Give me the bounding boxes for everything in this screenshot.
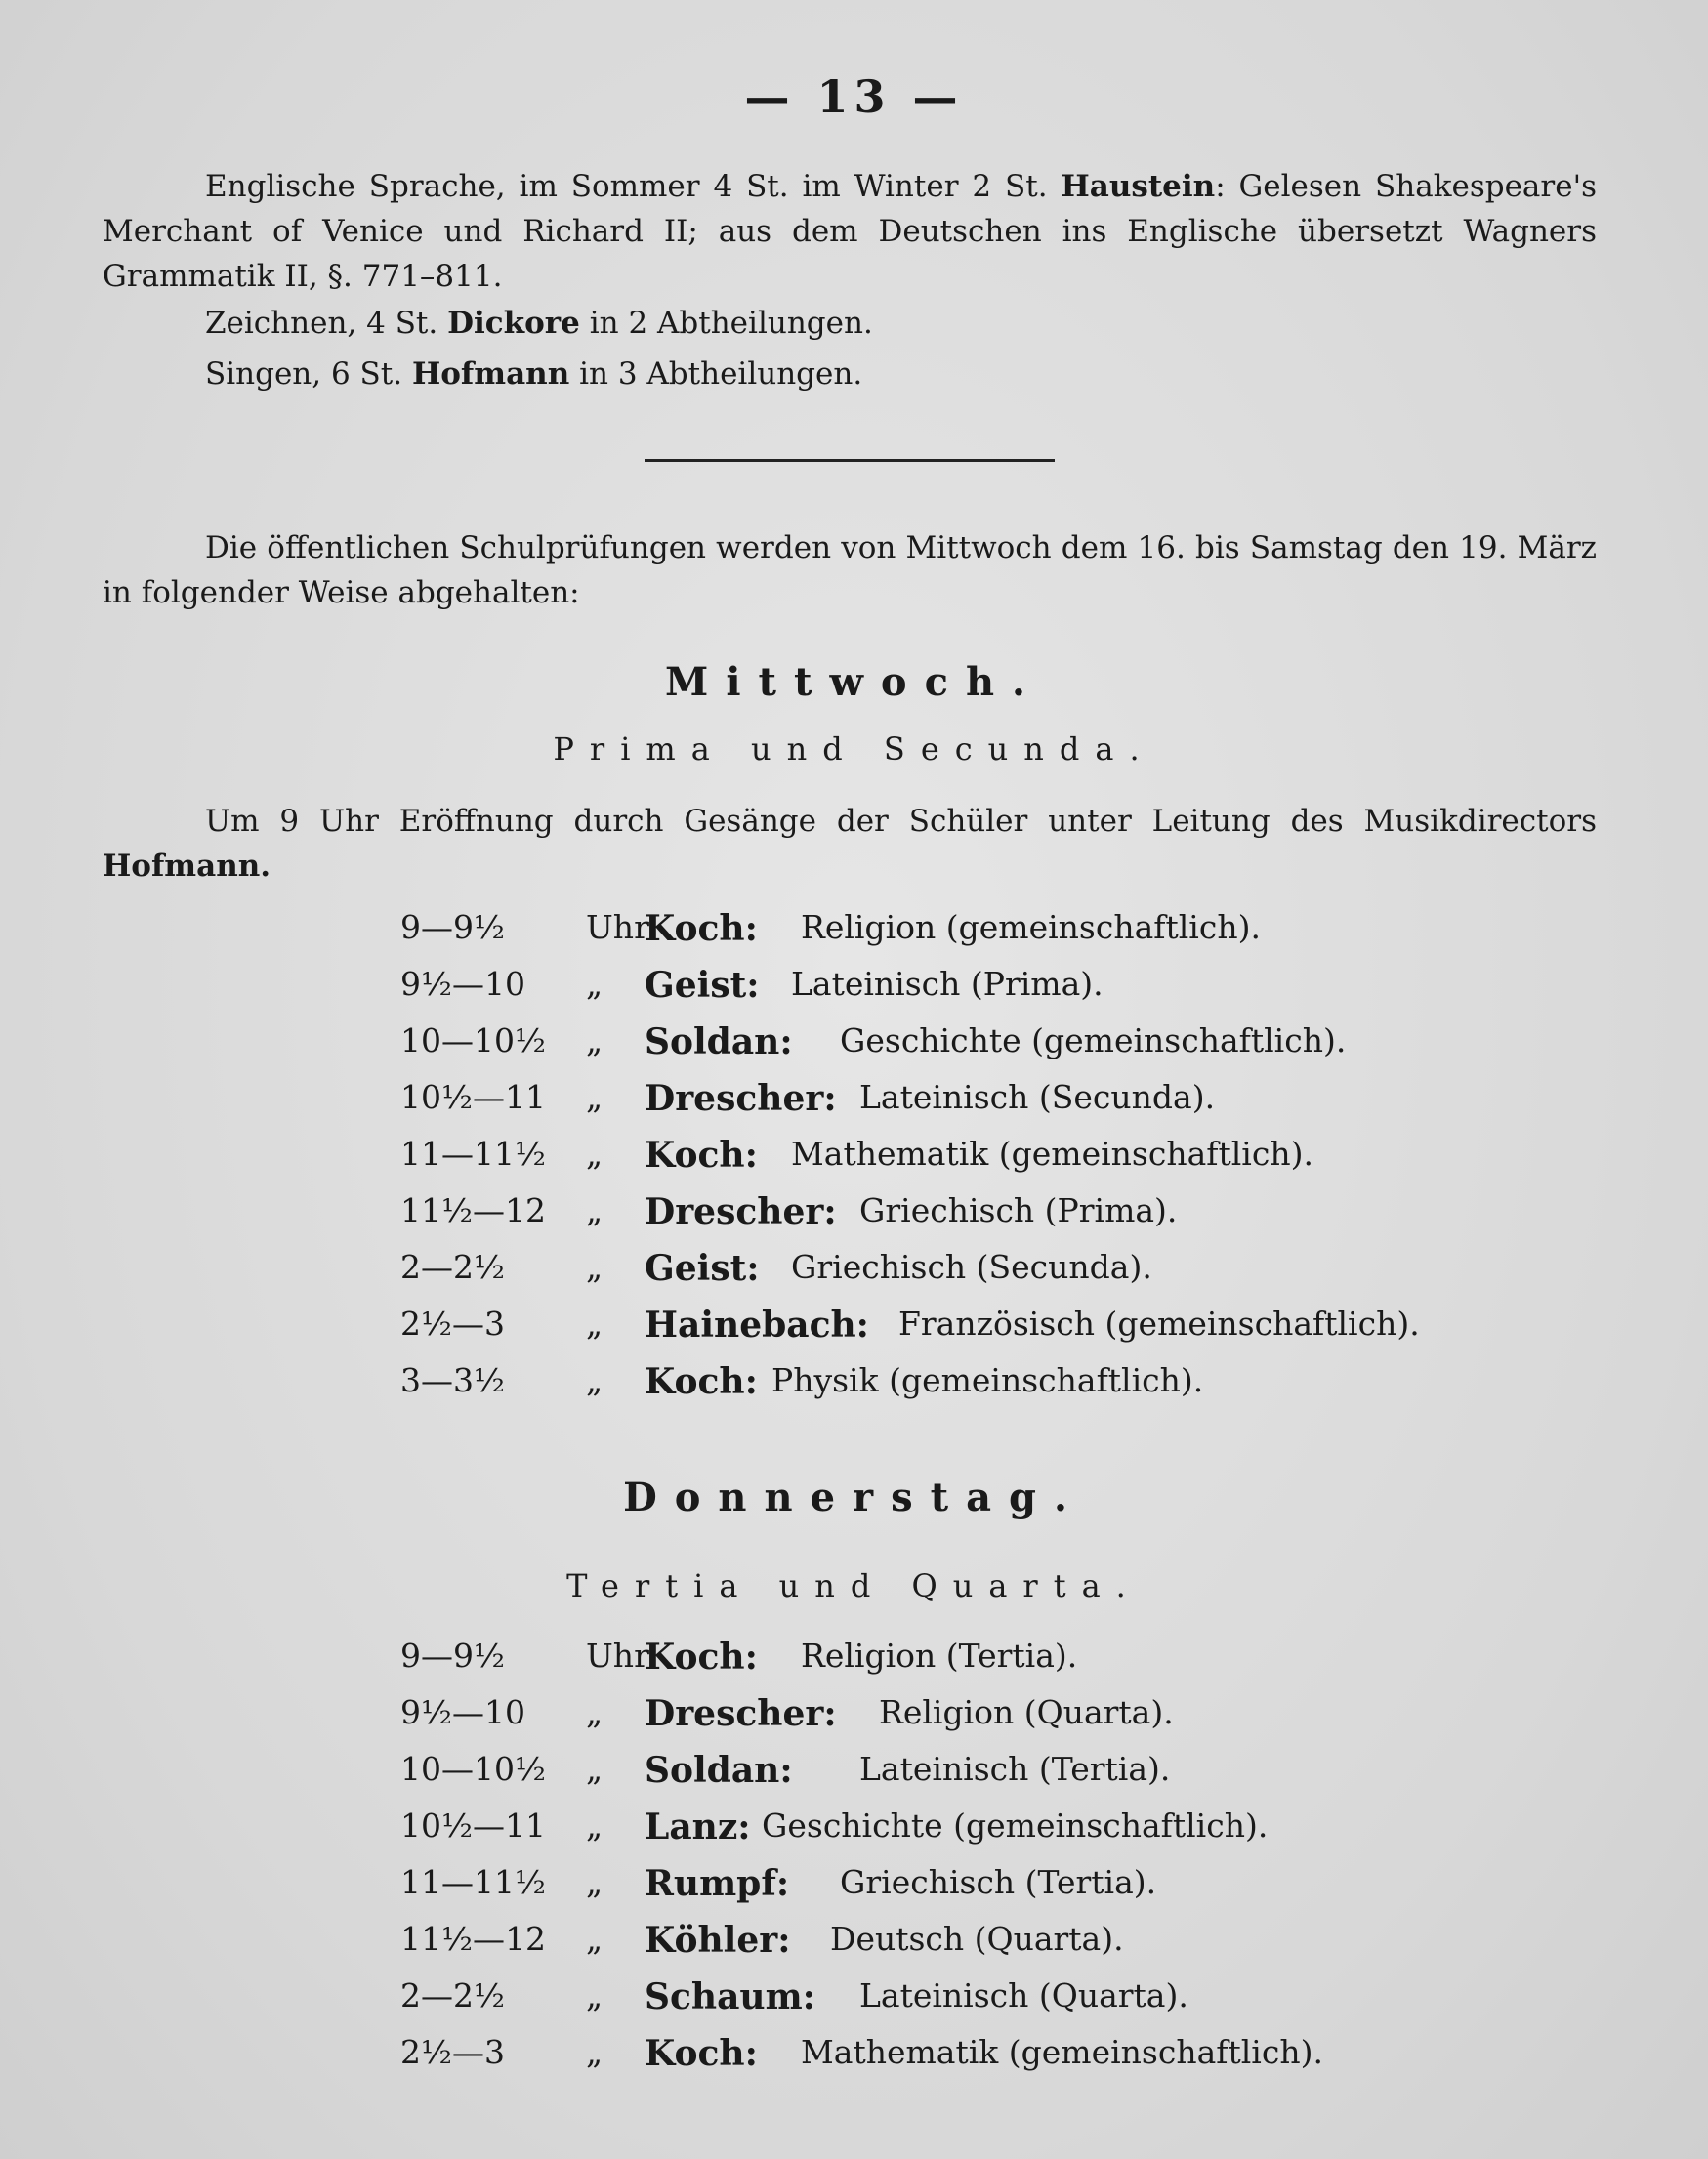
row-teacher: Soldan: <box>645 1021 793 1062</box>
row-unit: „ <box>586 1920 604 1958</box>
row-time: 2—2½ <box>400 1976 505 2014</box>
row-subject: Mathematik (gemeinschaftlich). <box>791 1135 1313 1173</box>
row-unit: „ <box>586 1021 604 1059</box>
row-subject: Lateinisch (Secunda). <box>859 1078 1216 1116</box>
row-time: 3—3½ <box>400 1361 505 1399</box>
row-teacher: Geist: <box>645 965 760 1006</box>
row-unit: „ <box>586 965 604 1003</box>
row-unit: „ <box>586 1361 604 1399</box>
row-subject: Religion (Tertia). <box>801 1637 1078 1675</box>
row-teacher: Drescher: <box>645 1693 837 1734</box>
opening-text: Um 9 Uhr Eröffnung durch Gesänge der Schüler unter Leitung des Musikdirectors <box>205 804 1597 839</box>
row-unit: „ <box>586 1248 604 1286</box>
row-subject: Geschichte (gemeinschaftlich). <box>762 1806 1269 1845</box>
row-time: 10—10½ <box>400 1750 546 1788</box>
singing-teacher: Hofmann <box>411 356 570 392</box>
row-subject: Religion (Quarta). <box>879 1693 1174 1731</box>
row-unit: „ <box>586 1078 604 1116</box>
row-subject: Griechisch (Tertia). <box>840 1863 1157 1901</box>
row-subject: Französisch (gemeinschaftlich). <box>898 1305 1420 1343</box>
row-time: 10½—11 <box>400 1078 546 1116</box>
row-teacher: Koch: <box>645 2033 758 2074</box>
row-teacher: Koch: <box>645 1135 758 1176</box>
row-subject: Griechisch (Prima). <box>859 1191 1178 1229</box>
english-teacher: Haustein <box>1061 169 1216 204</box>
drawing-line <box>205 301 873 346</box>
singing-label: Singen, 6 St. <box>205 356 403 392</box>
opening-paragraph <box>103 799 1597 889</box>
row-time: 10—10½ <box>400 1021 546 1059</box>
row-teacher: Koch: <box>645 908 758 949</box>
singing-line <box>205 352 862 396</box>
exams-intro-text: Die öffentlichen Schulprüfungen werden von Mittwoch dem 16. bis Samstag den 19. März in folgender Weise abgehalten: <box>103 530 1597 610</box>
row-subject: Griechisch (Secunda). <box>791 1248 1152 1286</box>
row-time: 11½—12 <box>400 1191 546 1229</box>
divider <box>645 459 1055 462</box>
row-subject: Religion (gemeinschaftlich). <box>801 908 1261 946</box>
row-unit: „ <box>586 1305 604 1343</box>
row-subject: Mathematik (gemeinschaftlich). <box>801 2033 1323 2071</box>
row-subject: Physik (gemeinschaftlich). <box>771 1361 1204 1399</box>
row-time: 2½—3 <box>400 1305 505 1343</box>
row-time: 10½—11 <box>400 1806 546 1845</box>
exams-intro <box>103 525 1597 615</box>
thursday-heading: Donnerstag. <box>623 1474 1085 1520</box>
row-subject: Lateinisch (Quarta). <box>859 1976 1188 2014</box>
row-teacher: Köhler: <box>645 1920 791 1961</box>
row-unit: „ <box>586 1976 604 2014</box>
row-time: 9½—10 <box>400 1693 525 1731</box>
wednesday-heading: Mittwoch. <box>665 659 1043 705</box>
row-unit: „ <box>586 1806 604 1845</box>
row-time: 11½—12 <box>400 1920 546 1958</box>
row-teacher: Drescher: <box>645 1078 837 1119</box>
english-label: Englische Sprache, im Sommer 4 St. im Winter 2 St. <box>205 169 1048 204</box>
row-time: 2—2½ <box>400 1248 505 1286</box>
row-time: 11—11½ <box>400 1863 546 1901</box>
row-unit: Uhr <box>586 1637 649 1675</box>
row-teacher: Drescher: <box>645 1191 837 1232</box>
row-unit: „ <box>586 1191 604 1229</box>
row-time: 9—9½ <box>400 1637 505 1675</box>
row-teacher: Geist: <box>645 1248 760 1289</box>
row-subject: Geschichte (gemeinschaftlich). <box>840 1021 1347 1059</box>
row-teacher: Koch: <box>645 1361 758 1402</box>
row-unit: „ <box>586 1750 604 1788</box>
row-teacher: Hainebach: <box>645 1305 869 1346</box>
row-teacher: Soldan: <box>645 1750 793 1791</box>
english-paragraph <box>103 164 1597 299</box>
drawing-rest: in 2 Abtheilungen. <box>589 306 873 341</box>
thursday-classes: Tertia und Quarta. <box>566 1567 1142 1604</box>
row-time: 11—11½ <box>400 1135 546 1173</box>
row-teacher: Lanz: <box>645 1806 751 1848</box>
row-teacher: Schaum: <box>645 1976 815 2017</box>
row-unit: „ <box>586 1135 604 1173</box>
english-rest: : Gelesen Shakespeare's Merchant of Venice und Richard II; aus dem Deutschen ins Englische übersetzt Wagners Grammatik II, §. 771–811. <box>103 169 1597 294</box>
row-unit: „ <box>586 1863 604 1901</box>
row-subject: Lateinisch (Prima). <box>791 965 1104 1003</box>
row-subject: Deutsch (Quarta). <box>830 1920 1124 1958</box>
singing-rest: in 3 Abtheilungen. <box>579 356 863 392</box>
row-time: 9—9½ <box>400 908 505 946</box>
row-teacher: Rumpf: <box>645 1863 790 1904</box>
row-unit: „ <box>586 1693 604 1731</box>
drawing-teacher: Dickore <box>447 306 580 341</box>
page-number: — 13 — <box>744 70 964 123</box>
opening-name: Hofmann. <box>103 849 271 884</box>
row-teacher: Koch: <box>645 1637 758 1678</box>
wednesday-classes: Prima und Secunda. <box>553 730 1155 768</box>
drawing-label: Zeichnen, 4 St. <box>205 306 438 341</box>
row-unit: „ <box>586 2033 604 2071</box>
row-time: 9½—10 <box>400 965 525 1003</box>
row-unit: Uhr <box>586 908 649 946</box>
row-subject: Lateinisch (Tertia). <box>859 1750 1171 1788</box>
row-time: 2½—3 <box>400 2033 505 2071</box>
